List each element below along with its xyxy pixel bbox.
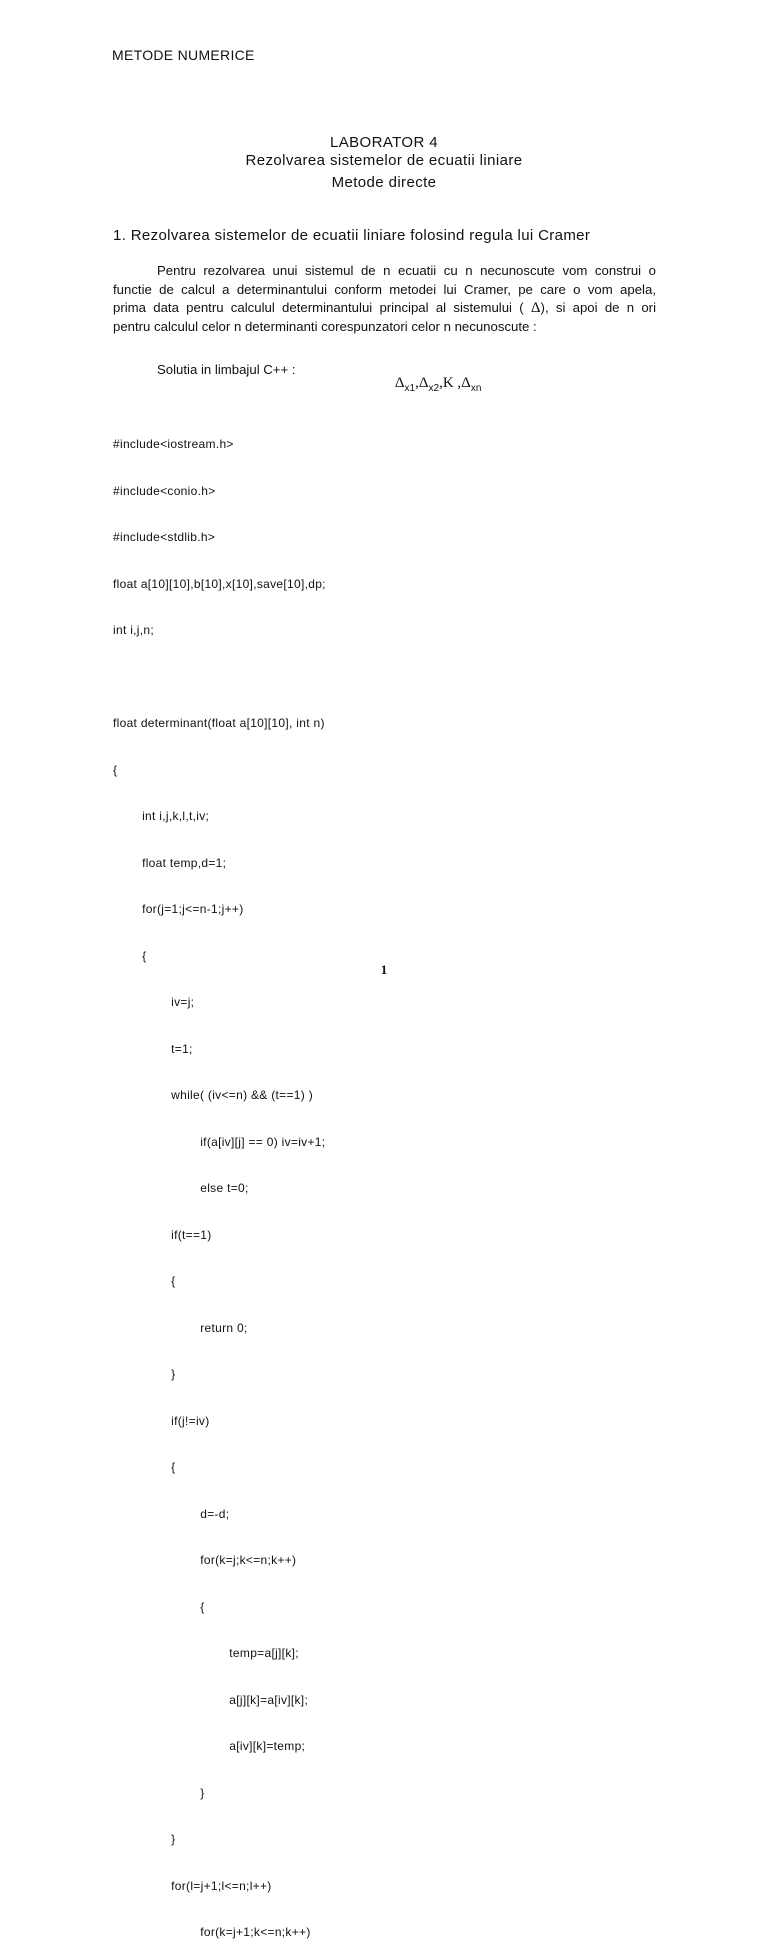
code-line: t=1; xyxy=(113,1041,193,1056)
code-line: d=-d; xyxy=(113,1506,230,1521)
page-number: 1 xyxy=(380,962,388,977)
determinant-formula xyxy=(386,356,481,392)
paragraph-line-3 xyxy=(113,300,656,317)
code-line: if(j!=iv) xyxy=(113,1413,210,1428)
formula-sep-3: , xyxy=(453,375,462,391)
paragraph-line-3-start: prima data pentru calculul determinantului principal al sistemului ( xyxy=(113,300,524,315)
code-line: float a[10][10],b[10],x[10],save[10],dp; xyxy=(113,576,326,591)
code-line: { xyxy=(113,948,147,963)
code-line: } xyxy=(113,1367,176,1381)
code-line: for(l=j+1;l<=n;l++) xyxy=(113,1878,272,1893)
code-line: int i,j,n; xyxy=(113,623,155,637)
formula-sub-x1: x1 xyxy=(404,383,416,394)
paragraph-line-1: Pentru rezolvarea unui sistemul de n ecuatii cu n necunoscute vom construi o xyxy=(157,263,656,278)
paragraph-line-2: functie de calcul a determinantului conform metodei lui Cramer, pe care o vom apela, xyxy=(113,282,656,297)
code-line: float temp,d=1; xyxy=(113,855,227,870)
code-line: #include<conio.h> xyxy=(113,483,216,498)
paragraph-line-3-end: ), si apoi de n ori xyxy=(540,300,656,315)
code-line: temp=a[j][k]; xyxy=(113,1646,299,1660)
lab-method: Metode directe xyxy=(331,174,437,191)
code-line: int i,j,k,l,t,iv; xyxy=(113,809,210,823)
code-line: for(k=j;k<=n;k++) xyxy=(113,1553,297,1567)
formula-sep-2: , xyxy=(439,375,443,391)
code-line: { xyxy=(113,1599,205,1614)
code-line: } xyxy=(113,1832,176,1846)
solution-label: Solutia in limbajul C++ : xyxy=(157,362,296,377)
lab-subject: Rezolvarea sistemelor de ecuatii liniare xyxy=(245,152,523,169)
code-line: a[j][k]=a[iv][k]; xyxy=(113,1692,309,1707)
lab-title: LABORATOR 4 xyxy=(329,134,439,151)
code-line xyxy=(113,670,326,686)
code-line: while( (iv<=n) && (t==1) ) xyxy=(113,1088,313,1102)
code-line: for(j=1;j<=n-1;j++) xyxy=(113,902,244,916)
code-line: #include<iostream.h> xyxy=(113,437,234,451)
code-line: { xyxy=(113,762,118,777)
code-line: { xyxy=(113,1460,176,1474)
code-line: if(t==1) xyxy=(113,1227,212,1242)
code-line: if(a[iv][j] == 0) iv=iv+1; xyxy=(113,1134,326,1149)
code-line: } xyxy=(113,1785,205,1800)
paragraph-line-4: pentru calculul celor n determinanti corespunzatori celor n necunoscute : xyxy=(113,319,537,334)
formula-sep-1: , xyxy=(415,375,419,391)
delta-symbol: Δ xyxy=(530,300,541,316)
formula-sub-x2: x2 xyxy=(428,383,440,394)
code-line: else t=0; xyxy=(113,1181,249,1195)
code-listing xyxy=(113,406,326,1956)
code-line: for(k=j+1;k<=n;k++) xyxy=(113,1925,311,1939)
formula-delta-n: Δ xyxy=(461,375,471,391)
code-line: #include<stdlib.h> xyxy=(113,530,216,544)
formula-delta-2: Δ xyxy=(418,375,429,391)
section-heading: 1. Rezolvarea sistemelor de ecuatii liniare folosind regula lui Cramer xyxy=(113,227,591,244)
formula-ellipsis-k: K xyxy=(442,375,454,391)
code-line: iv=j; xyxy=(113,995,195,1009)
formula-sub-xn: xn xyxy=(470,383,482,394)
formula-delta-1: Δ xyxy=(394,375,405,391)
code-line: return 0; xyxy=(113,1320,248,1335)
code-line: float determinant(float a[10][10], int n) xyxy=(113,716,325,730)
running-header: METODE NUMERICE xyxy=(112,47,255,63)
code-line: { xyxy=(113,1274,176,1288)
code-line: a[iv][k]=temp; xyxy=(113,1739,306,1753)
